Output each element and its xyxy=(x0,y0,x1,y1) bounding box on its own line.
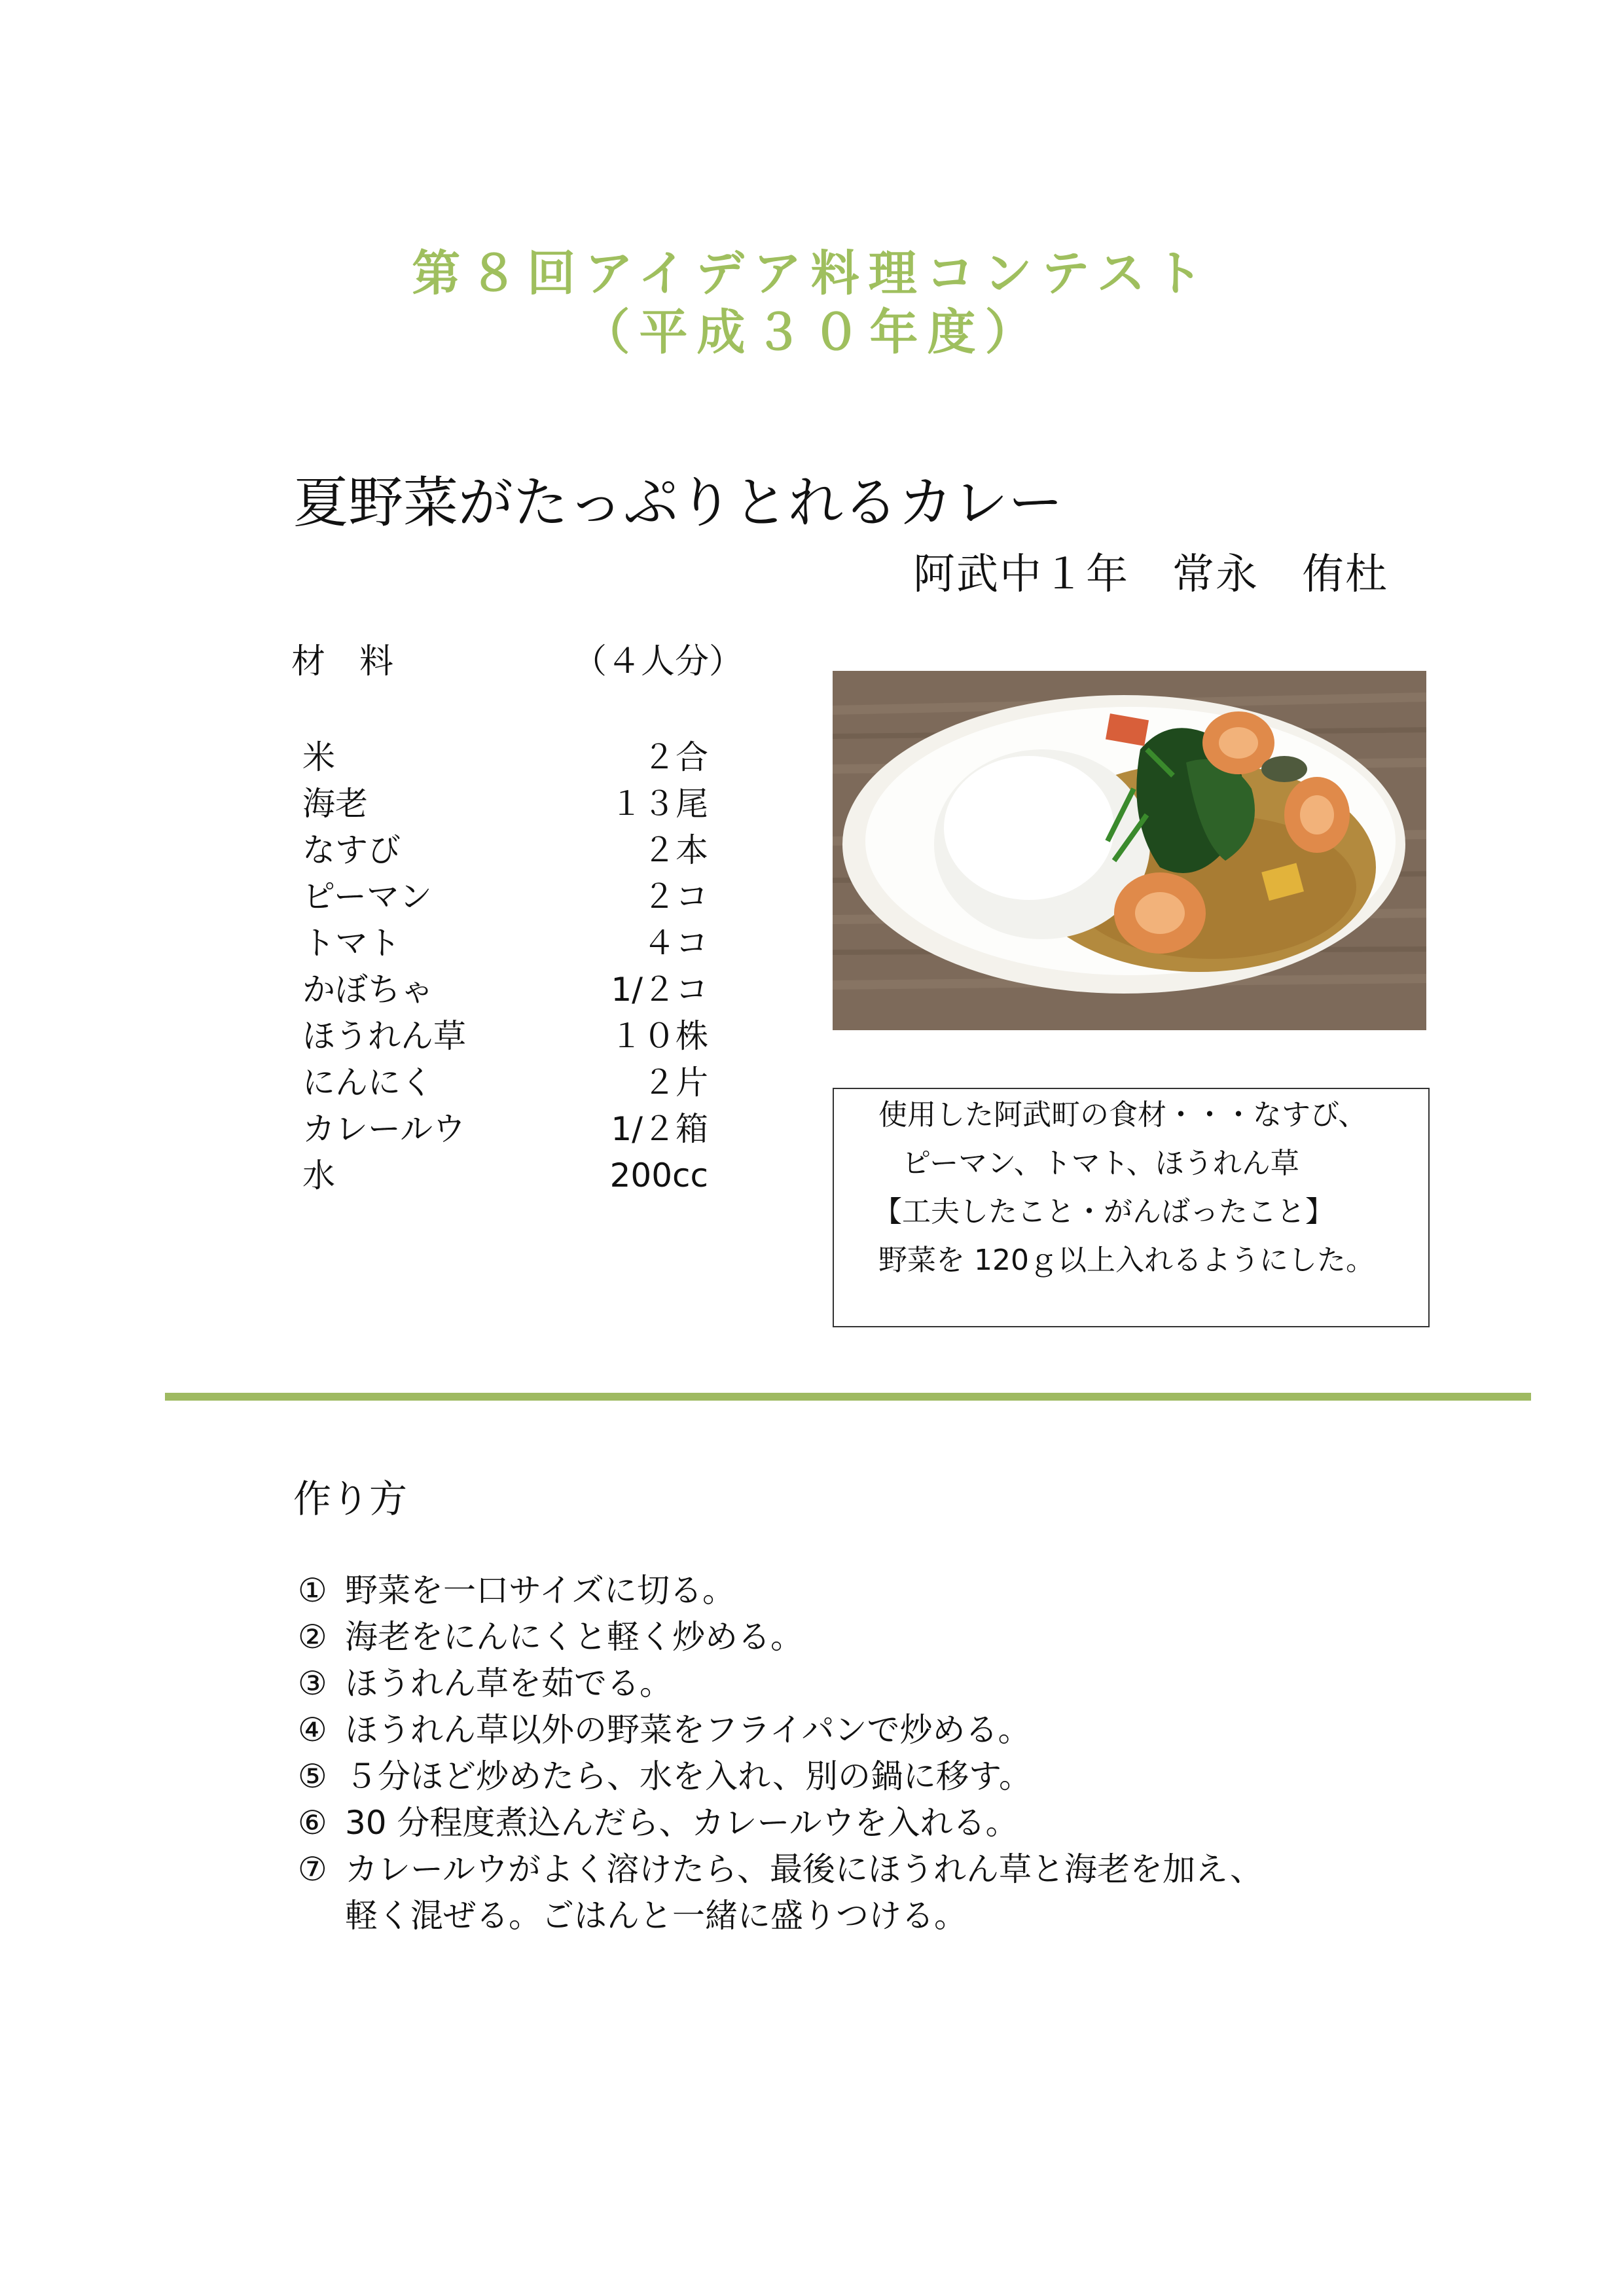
step-text: 30 分程度煮込んだら、カレールウを入れる。 xyxy=(345,1804,1019,1842)
method-title: 作り方 xyxy=(293,1477,408,1521)
ingredient-item xyxy=(302,1153,708,1199)
step-number: ⑤ xyxy=(298,1757,327,1795)
method-step xyxy=(298,1707,1263,1753)
ingredient-item xyxy=(302,967,708,1013)
ingredient-qty: ２合 xyxy=(643,738,708,776)
curry-dish-photo xyxy=(833,671,1426,1030)
ingredient-item xyxy=(302,827,708,874)
ingredient-name: カレールウ xyxy=(302,1110,465,1148)
method-step xyxy=(298,1614,1263,1660)
ingredient-name: 海老 xyxy=(302,785,368,823)
ingredient-item xyxy=(302,1060,708,1106)
contest-title: 第８回アイデア料理コンテスト xyxy=(412,245,1212,302)
note-ideas-text: 野菜を 120ｇ以上入れるようにした。 xyxy=(878,1244,1375,1277)
step-number: ② xyxy=(298,1618,327,1656)
method-step-continuation xyxy=(298,1893,1263,1939)
note-box xyxy=(833,1088,1430,1327)
author: 阿武中１年 常永 侑杜 xyxy=(913,550,1388,599)
ingredient-qty: 1/２箱 xyxy=(611,1110,708,1148)
ingredient-name: かぼちゃ xyxy=(302,971,433,1009)
curry-plate-illustration xyxy=(833,671,1426,1030)
method-step xyxy=(298,1846,1263,1893)
ingredient-name: 米 xyxy=(302,738,335,776)
step-text: カレールウがよく溶けたら、最後にほうれん草と海老を加え、 xyxy=(345,1850,1263,1888)
ingredient-qty: 200cc xyxy=(609,1157,708,1194)
ingredient-qty: ２コ xyxy=(643,878,708,916)
ingredient-item xyxy=(302,1013,708,1060)
ingredient-item xyxy=(302,781,708,827)
dish-name: 夏野菜がたっぷりとれるカレー xyxy=(293,471,1064,535)
ingredient-item xyxy=(302,920,708,967)
step-text: ほうれん草を茹でる。 xyxy=(345,1664,672,1702)
ingredient-name: ほうれん草 xyxy=(302,1017,466,1055)
step-text: 野菜を一口サイズに切る。 xyxy=(345,1571,735,1609)
contest-year: （平成３０年度） xyxy=(581,304,1043,361)
ingredient-qty: 1/２コ xyxy=(611,971,708,1009)
step-number: ⑦ xyxy=(298,1850,327,1888)
step-text: ５分ほど炒めたら、水を入れ、別の鍋に移す。 xyxy=(345,1757,1032,1795)
ingredients-servings: （４人分） xyxy=(573,642,744,681)
step-text: ほうれん草以外の野菜をフライパンで炒める。 xyxy=(345,1711,1031,1749)
ingredient-item xyxy=(302,734,708,781)
ingredient-qty: ４コ xyxy=(643,924,708,962)
ingredient-qty: ２本 xyxy=(643,831,708,869)
ingredient-item xyxy=(302,874,708,920)
note-ideas-heading: 【工夫したこと・がんばったこと】 xyxy=(873,1195,1334,1229)
method-step xyxy=(298,1568,1263,1614)
ingredient-list xyxy=(302,734,708,1199)
method-step xyxy=(298,1753,1263,1800)
ingredient-name: トマト xyxy=(302,924,401,962)
ingredient-item xyxy=(302,1106,708,1153)
note-local-ingredients: 使用した阿武町の食材・・・なすび、 xyxy=(878,1098,1367,1132)
step-number: ① xyxy=(298,1571,327,1609)
step-number: ④ xyxy=(298,1711,327,1749)
ingredient-qty: １０株 xyxy=(610,1017,708,1055)
ingredient-qty: １３尾 xyxy=(610,785,708,823)
method-steps xyxy=(298,1568,1263,1939)
ingredient-name: なすび xyxy=(302,831,401,869)
ingredient-name: 水 xyxy=(302,1157,335,1194)
ingredient-name: にんにく xyxy=(302,1064,433,1102)
ingredient-name: ピーマン xyxy=(302,878,432,916)
step-number: ⑥ xyxy=(298,1804,327,1842)
section-divider xyxy=(165,1393,1531,1401)
ingredient-qty: ２片 xyxy=(643,1064,708,1102)
method-step xyxy=(298,1660,1263,1707)
step-text: 軽く混ぜる。ごはんと一緒に盛りつける。 xyxy=(345,1897,967,1935)
step-number: ③ xyxy=(298,1664,327,1702)
note-local-ingredients-cont: ピーマン、トマト、ほうれん草 xyxy=(902,1147,1299,1180)
method-step xyxy=(298,1800,1263,1846)
step-text: 海老をにんにくと軽く炒める。 xyxy=(345,1618,803,1656)
ingredients-label: 材 料 xyxy=(291,642,394,681)
